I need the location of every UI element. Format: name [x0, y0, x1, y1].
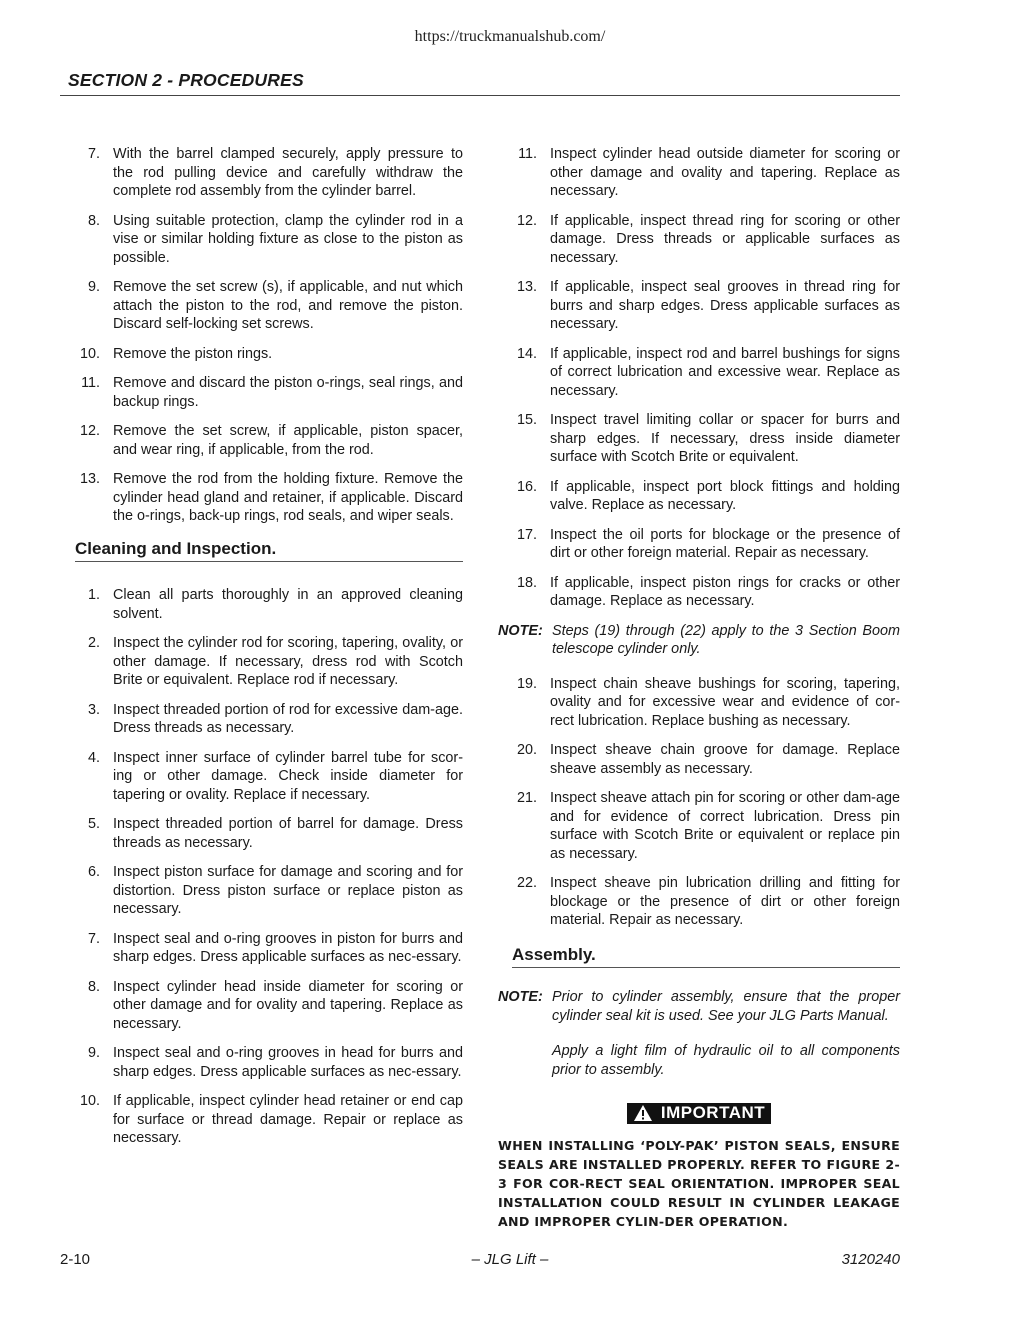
step-item: [73, 749, 463, 805]
page-url: https://truckmanualshub.com/: [414, 28, 606, 45]
step-text: Inspect travel limiting collar or spacer for burrs and sharp edges. If necessary, dress inside diameter surface with Scotch Brite or equivalent.: [550, 412, 900, 465]
step-text: Inspect piston surface for damage and scoring and for distortion. Dress piston surface or replace piston as necessary.: [113, 864, 463, 917]
left-column: [73, 145, 463, 1159]
step-item: [73, 978, 463, 1034]
step-item: [73, 863, 463, 919]
step-text: Inspect threaded portion of barrel for damage. Dress threads as necessary.: [113, 816, 463, 851]
step-item: [510, 789, 900, 863]
step-item: [73, 345, 463, 364]
step-number: 13.: [516, 279, 537, 295]
step-item: [73, 145, 463, 201]
step-number: 4.: [87, 749, 100, 766]
step-item: [73, 586, 463, 623]
important-banner: [498, 1103, 900, 1128]
step-text: Inspect threaded portion of rod for excessive dam-age. Dress threads as necessary.: [113, 701, 463, 736]
step-number: 6.: [87, 864, 100, 880]
step-item: [73, 278, 463, 334]
step-text: If applicable, inspect thread ring for scoring or other damage. Dress threads or applicable surfaces as necessary.: [550, 212, 900, 266]
cleaning-steps: [73, 586, 463, 1148]
disassembly-steps: [73, 145, 463, 526]
step-text: Remove the set screw (s), if applicable, and nut which attach the piston to the rod, and remove the piston. Discard self-locking set screws.: [113, 279, 463, 332]
step-text: Inspect cylinder head inside diameter for scoring or other damage and for ovality and tapering. Replace as necessary.: [113, 978, 463, 1032]
step-number: 8.: [87, 978, 100, 995]
step-text: Remove the set screw, if applicable, piston spacer, and wear ring, if applicable, from the rod.: [113, 423, 463, 458]
step-number: 14.: [516, 345, 537, 362]
step-text: If applicable, inspect cylinder head retainer or end cap for surface or thread damage. Repair or replace as necessary.: [113, 1093, 463, 1146]
step-text: Inspect seal and o-ring grooves in head for burrs and sharp edges. Dress applicable surfaces as nec-essary.: [113, 1045, 463, 1080]
step-text: Inspect seal and o-ring grooves in piston for burrs and sharp edges. Dress applicable surfaces as nec-essary.: [113, 930, 463, 965]
step-text: With the barrel clamped securely, apply pressure to the rod pulling device and carefully withdraw the complete rod assembly from the cylinder barrel.: [113, 146, 463, 199]
step-number: 1.: [87, 587, 100, 603]
step-number: 20.: [516, 742, 537, 758]
step-number: 21.: [516, 790, 537, 806]
step-text: Clean all parts thoroughly in an approved cleaning solvent.: [113, 587, 463, 622]
step-item: [73, 212, 463, 268]
step-number: 17.: [516, 526, 537, 543]
note-boom: [498, 622, 900, 659]
step-item: [510, 741, 900, 778]
step-number: 11.: [81, 375, 100, 391]
step-item: [73, 470, 463, 526]
step-number: 10.: [79, 1093, 100, 1109]
note-assembly: [498, 988, 900, 1079]
important-badge: [627, 1103, 771, 1124]
step-number: 9.: [87, 279, 100, 295]
step-item: [510, 478, 900, 515]
important-label: IMPORTANT: [660, 1103, 766, 1122]
note-text: [552, 988, 900, 1079]
step-item: [510, 145, 900, 201]
step-item: [510, 874, 900, 930]
step-number: 9.: [87, 1045, 100, 1061]
step-number: 22.: [516, 875, 537, 891]
step-text: If applicable, inspect port block fittings and holding valve. Replace as necessary.: [550, 478, 900, 513]
step-number: 5.: [87, 816, 100, 832]
step-item: [73, 422, 463, 459]
warning-triangle-icon: [633, 1104, 653, 1122]
step-text: Remove the rod from the holding fixture. Remove the cylinder head gland and retainer, if applicable. Discard the o-rings, back-up rings, rod seals, and wiper seals.: [113, 471, 463, 524]
right-column: [498, 145, 900, 1231]
step-text: Inspect sheave pin lubrication drilling and fitting for blockage or the presence of dirt or other foreign material. Repair as necessary.: [550, 875, 900, 928]
step-item: [73, 701, 463, 738]
step-item: [510, 574, 900, 611]
step-text: Inspect sheave attach pin for scoring or other dam-age and for evidence of correct lubrication. Dress pin surface with Scotch Brite or equivalent or replace pin as necessary.: [550, 790, 900, 862]
step-number: 16.: [516, 478, 537, 495]
step-number: 13.: [79, 471, 100, 487]
step-number: 18.: [516, 574, 537, 591]
step-item: [73, 930, 463, 967]
step-text: If applicable, inspect piston rings for cracks or other damage. Replace as necessary.: [550, 574, 900, 609]
step-number: 11.: [518, 146, 537, 162]
note-text: Steps (19) through (22) apply to the 3 Section Boom telescope cylinder only.: [552, 622, 900, 657]
step-text: Inspect the oil ports for blockage or the presence of dirt or other foreign material. Repair as necessary.: [550, 526, 900, 561]
step-item: [510, 278, 900, 334]
step-text: If applicable, inspect seal grooves in thread ring for burrs and sharp edges. Dress applicable surfaces as necessary.: [550, 279, 900, 332]
step-item: [510, 345, 900, 401]
note-label: NOTE:: [498, 989, 543, 1005]
step-number: 10.: [79, 345, 100, 362]
document-number: 3120240: [841, 1251, 900, 1268]
step-number: 7.: [87, 146, 100, 162]
footer-title: – JLG Lift –: [471, 1251, 549, 1268]
step-text: Using suitable protection, clamp the cylinder rod in a vise or similar holding fixture as close to the piston as possible.: [113, 212, 463, 266]
step-item: [510, 526, 900, 563]
step-number: 12.: [79, 423, 100, 439]
sheave-steps: [510, 675, 900, 930]
step-number: 12.: [516, 212, 537, 229]
step-number: 8.: [87, 212, 100, 229]
step-number: 7.: [87, 930, 100, 947]
step-number: 2.: [87, 635, 100, 651]
step-text: If applicable, inspect rod and barrel bushings for signs of correct lubrication and excessive wear. Replace as necessary.: [550, 345, 900, 399]
step-item: [510, 212, 900, 268]
step-text: Inspect cylinder head outside diameter for scoring or other damage and ovality and tapering. Replace as necessary.: [550, 146, 900, 199]
step-number: 15.: [516, 412, 537, 428]
header-rule: [60, 95, 900, 96]
step-number: 3.: [87, 701, 100, 718]
step-text: Remove and discard the piston o-rings, seal rings, and backup rings.: [113, 375, 463, 410]
step-item: [73, 1092, 463, 1148]
step-item: [73, 1044, 463, 1081]
step-text: Inspect sheave chain groove for damage. Replace sheave assembly as necessary.: [550, 742, 900, 777]
step-item: [73, 374, 463, 411]
important-text: WHEN INSTALLING ‘POLY-PAK’ PISTON SEALS, ENSURE SEALS ARE INSTALLED PROPERLY. REFER TO FIGURE 2-3 FOR COR-RECT SEAL ORIENTATION. IMPROPER SEAL INSTALLATION COULD RESULT IN CYLINDER LEAKAGE AND IMPROPER CYLIN-DER OPERATION.: [498, 1137, 900, 1229]
note-label: NOTE:: [498, 622, 543, 639]
inspection-steps: [510, 145, 900, 611]
step-text: Inspect chain sheave bushings for scoring, tapering, ovality and for excessive wear and evidence of cor-rect lubrication. Replace bushing as necessary.: [550, 675, 900, 729]
step-text: Inspect the cylinder rod for scoring, tapering, ovality, or other damage. If necessary, dress rod with Scotch Brite or equivalent. Replace rod if necessary.: [113, 635, 463, 688]
step-item: [510, 675, 900, 731]
step-text: Inspect inner surface of cylinder barrel tube for scor-ing or other damage. Check inside diameter for tapering or ovality. Replace if necessary.: [113, 749, 463, 803]
step-number: 19.: [516, 675, 537, 692]
page-number: 2-10: [60, 1251, 91, 1268]
step-item: [73, 815, 463, 852]
note-paragraph: Prior to cylinder assembly, ensure that the proper cylinder seal kit is used. See your JLG Parts Manual.: [552, 989, 900, 1024]
assembly-heading: Assembly.: [512, 946, 900, 969]
note-paragraph: Apply a light film of hydraulic oil to all components prior to assembly.: [552, 1043, 900, 1078]
step-item: [73, 634, 463, 690]
section-title: SECTION 2 - PROCEDURES: [68, 70, 304, 90]
cleaning-heading: Cleaning and Inspection.: [75, 540, 463, 563]
step-item: [510, 411, 900, 467]
step-text: Remove the piston rings.: [113, 345, 273, 362]
